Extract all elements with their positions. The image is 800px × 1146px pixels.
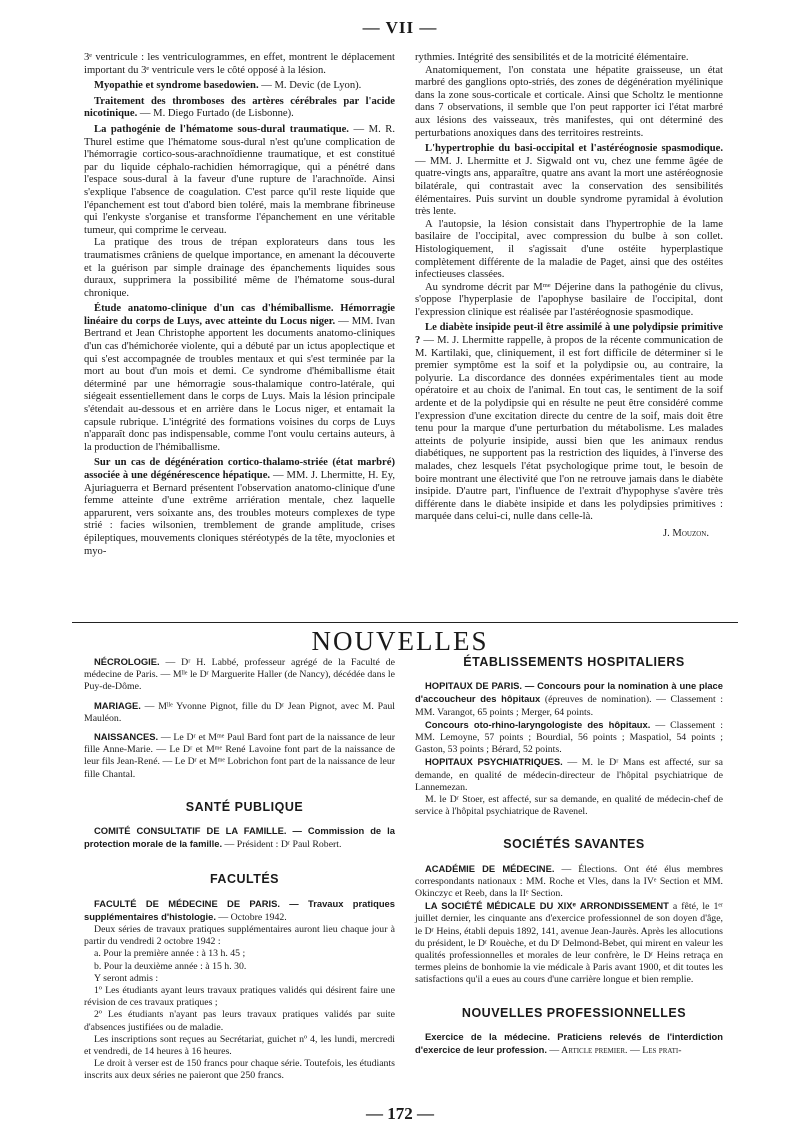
section-title-etablissements: ÉTABLISSEMENTS HOSPITALIERS	[463, 655, 685, 669]
news-text: — Mˡˡᵉ Yvonne Pignot, fille du Dʳ Jean Pignot, avec M. Paul Mauléon.	[84, 700, 395, 724]
news-concours-orl	[415, 719, 723, 757]
top-right-column	[415, 52, 723, 541]
paragraph: Anatomiquement, l'on constata une hépatite graisseuse, un état marbré des ganglions opto-striés, des zones de dégénération myélinique dans la zone sous-corticale et corticale. Ainsi que Scholtz le mentionne dans 7 observations, il semble que l'on peut rapporter ici l'état marbré aux lésions des vaisseaux, très manifestes, qui ont déterminé des perturbations anoxiques dans des territoires restreints.	[415, 64, 723, 139]
news-label: Exercice de la médecine. Praticiens relevés de l'interdiction d'exercice de leur profession.	[415, 1030, 723, 1056]
article-text: — MM. Ivan Bertrand et Jean Christophe apportent les documents anatomo-cliniques d'un cas d'hémichorée violente, qui a débuté par un ictus apoplectique et qui s'est accompagnée de troubles mentaux et qui s'est terminée par la mort au bout d'un mois et demi. Ce syndrome d'hémiballisme était déterminé par une hémorragie sous-thalamique contro-latérale, qui siégeait essentiellement dans le corps de Luys. Mais la lésion principale s'étendait au-dessous et en arrière dans le Locus niger, et entamait la capsule rubrique. L'intégrité des formations voisines du corps de Luys n'apparaît donc pas indispensable, comme l'ont voulu certains auteurs, à la production de l'hémiballisme.	[84, 315, 395, 453]
article-heading: Myopathie et syndrome basedowien.	[94, 80, 259, 92]
news-text: — Octobre 1942.	[215, 911, 287, 923]
article-diabete	[415, 322, 723, 524]
paragraph: A l'autopsie, la lésion consistait dans l'hypertrophie de la lame basilaire de l'occipital, avec compression du bulbe à son collet. Histologiquement, il s'agissait d'une ostéite hyperplastique complètement différente de la maladie de Paget, ainsi que des ostéites infectieuses classées.	[415, 218, 723, 281]
news-exercice-medecine	[415, 1031, 723, 1057]
page-header-roman: — VII —	[362, 18, 438, 37]
news-text: — M. le Dʳ Mans est affecté, sur sa demande, en qualité de médecin-directeur de l'hôpital psychiatrique de Lannemezan.	[415, 757, 723, 793]
news-text: — Article premier. — Les prati-	[546, 1045, 682, 1057]
article-myopathie	[84, 80, 395, 93]
paragraph: 3ᵉ ventricule : les ventriculogrammes, en effet, montrent le déplacement important du 3ᵉ ventricule vers le côté opposé à la lésion.	[84, 52, 395, 76]
paragraph: La pratique des trous de trépan explorateurs dans tous les traumatismes crâniens de quelque importance, en amenant la découverte et la guérison par simple drainage des épanchements liquides sous duraux, supprimera la possibilité même de l'hématome sous-dural chronique.	[84, 237, 395, 299]
news-text: — Élections. Ont été élus membres correspondants nationaux : MM. Roche et Vles, dans la IVᵉ Section et MM. Okinczyc et Reeb, dans la IIᵉ Section.	[415, 863, 723, 900]
news-label: COMITÉ CONSULTATIF DE LA FAMILLE. — Commission de la protection morale de la famille.	[84, 825, 395, 850]
signature: J. Mouzon.	[663, 527, 709, 539]
article-text: — M. J. Lhermitte rappelle, à propos de la récente communication de M. Kartilaki, que, cliniquement, il est fort difficile de déterminer si le premier symptôme est la soif et la polydipsie ou, au contraire, la polyurie. La discordance des données expérimentales tient au mode opératoire et au choix de l'animal. En tout cas, le sentiment de la soif ardente et de la polydipsie qui en résulte ne peut être considéré comme l'expression d'une excitation directe du centre de la soif, mais doit être tenu pour la marque d'une perturbation du métabolisme. Les malades atteints de polyurie insipide, aussi bien que les animaux rendus diabétiques, ne supportent pas la restriction des liquides, à l'inverse des malades, chez lesquels l'état psychologique prime tout, le besoin de boire montrant une électivité que l'on ne retrouve jamais dans le diabète insipide. D'autre part, l'influence de l'extrait d'hypophyse s'avère très différente dans le diabète insipide et dans les polydipsies primitives : marquée dans celui-ci, nulle dans celle-là.	[415, 335, 723, 523]
news-label: FACULTÉ DE MÉDECINE DE PARIS. — Travaux pratiques supplémentaires d'histologie.	[84, 897, 395, 922]
article-text: — MM. J. Lhermitte et J. Sigwald ont vu, chez une femme âgée de quatre-vingts ans, apparaître, quatre ans avant la mort une astéréognosie bilatérale, qui contrastait avec la conservation des sensibilités élémentaires. Puis survint un double syndrome pyramidal à évolution très lente.	[415, 155, 723, 218]
paragraph: Au syndrome décrit par Mᵐᵉ Déjerine dans la pathogénie du clivus, s'oppose l'hyperplasie de l'apophyse basilaire de l'occipital, dont l'expression clinique est réalisée par l'astéréognosie spasmodique.	[415, 281, 723, 318]
section-title-facultes: FACULTÉS	[209, 872, 280, 887]
news-label: MARIAGE.	[94, 699, 141, 711]
news-mariage	[84, 700, 395, 725]
news-comite	[84, 825, 395, 851]
article-hypertrophie	[415, 143, 723, 219]
news-text: a fêté, le 1ᵉʳ juillet dernier, les cinquante ans d'exercice professionnel de son doyen d'âge, le Dʳ Heins, établi depuis 1892, 141, avenue Jean-Jaurès. Après les allocutions du président, le Dʳ Rouèche, et du Dʳ Delmond-Bebet, qui mirent en valeur les qualités professionnelles et morales de leur confrère, le Dʳ Heins retraça en termes pleins de bonhomie la vie médicale à Paris avant 1900, et dit toutes les satisfactions qu'il a eues au cours d'une carrière longue et bien remplie.	[415, 901, 723, 986]
news-text: — Président : Dʳ Paul Robert.	[222, 839, 342, 851]
news-label: HOPITAUX DE PARIS. — Concours pour la nomination à une place d'accoucheur des hôpitaux	[415, 680, 723, 705]
paragraph: Le droit à verser est de 150 francs pour chaque série. Toutefois, les étudiants inscrits aux deux séries ne paieront que 250 francs.	[84, 1058, 395, 1082]
list-item: 1º Les étudiants ayant leurs travaux pratiques validés qui désirent faire une révision de ces travaux pratiques ;	[84, 985, 395, 1009]
list-item: a. Pour la première année : à 13 h. 45 ;	[94, 948, 246, 960]
section-title-sante-publique: SANTÉ PUBLIQUE	[185, 799, 304, 814]
paragraph: rythmies. Intégrité des sensibilités et de la motricité élémentaire.	[415, 52, 689, 63]
news-hopitaux-psy	[415, 756, 723, 794]
article-heading: Sur un cas de dégénération cortico-thalamo-striée (état marbré) associée à une dégénérescence hépatique.	[84, 457, 395, 481]
article-author: — M. Devic (de Lyon).	[258, 80, 362, 92]
section-title-nouvelles: NOUVELLES	[311, 626, 489, 656]
paragraph: Les inscriptions sont reçues au Secrétariat, guichet nº 4, les lundi, mercredi et vendredi, de 14 heures à 16 heures.	[84, 1033, 395, 1058]
list-item: 2º Les étudiants n'ayant pas leurs travaux pratiques validés par suite d'absences justifiées ou de maladie.	[84, 1009, 395, 1033]
section-title-societes-savantes: SOCIÉTÉS SAVANTES	[503, 837, 645, 852]
news-hopitaux-paris	[415, 680, 723, 719]
news-necrologie	[84, 656, 395, 694]
divider-rule	[72, 622, 738, 623]
article-heading: Le diabète insipide peut-il être assimilé à une polydipsie primitive ?	[415, 322, 723, 347]
news-academie	[415, 863, 723, 901]
article-heading: La pathogénie de l'hématome sous-dural traumatique.	[94, 123, 349, 135]
news-label: NÉCROLOGIE.	[94, 656, 160, 667]
news-label: Concours oto-rhino-laryngologiste des hôpitaux.	[425, 718, 651, 730]
bottom-left-column	[84, 656, 395, 1083]
article-heading: Étude anatomo-clinique d'un cas d'hémiballisme. Hémorragie linéaire du corps de Luys, avec atteinte du Locus niger.	[84, 303, 395, 327]
article-hematome	[84, 124, 395, 237]
article-thromboses	[84, 96, 395, 121]
news-faculte	[84, 898, 395, 924]
paragraph: Y seront admis :	[94, 972, 159, 984]
paragraph: Deux séries de travaux pratiques supplémentaires auront lieu chaque jour à partir du vendredi 2 octobre 1942 :	[84, 924, 395, 948]
news-label: NAISSANCES.	[94, 731, 159, 743]
news-text: — Dʳ H. Labbé, professeur agrégé de la Faculté de médecine de Paris. — Mˡˡᵉ le Dʳ Marguerite Haller (de Nancy), décédée dans le Puy-de-Dôme.	[84, 657, 395, 693]
article-text: — M. R. Thurel estime que l'hématome sous-dural n'est qu'une complication de l'hémorragie cortico-sous-arachnoïdienne traumatique, et est constitué par du liquide céphalo-rachidien hémorragique, qui a pénétré dans l'espace sous-dural à la faveur d'une rupture de l'arachnoïde. Ainsi s'explique l'absence de coagulation. C'est parce qu'il reste liquide que l'épanchement est tout d'abord bien toléré, mais la membrane fibrineuse qui l'enkyste s'organise et transforme l'épanchement en une véritable tumeur, qui comprime le cerveau.	[84, 123, 395, 236]
news-societe-medicale	[415, 900, 723, 986]
news-label: HOPITAUX PSYCHIATRIQUES.	[425, 756, 563, 768]
news-label: LA SOCIÉTÉ MÉDICALE DU XIXᵉ ARRONDISSEMENT	[425, 900, 669, 912]
bottom-right-column	[415, 656, 723, 1057]
section-title-nouvelles-professionnelles: NOUVELLES PROFESSIONNELLES	[461, 1005, 687, 1020]
news-text: — Classement : MM. Lemoyne, 57 points ; Bourdial, 56 points ; Maspatiol, 54 points ; Gaston, 53 points ; Bérard, 52 points.	[415, 719, 723, 756]
news-label: ACADÉMIE DE MÉDECINE.	[425, 862, 555, 874]
list-item: b. Pour la deuxième année : à 15 h. 30.	[94, 960, 247, 972]
news-text: — Le Dʳ et Mᵐᵉ Paul Bard font part de la naissance de leur fille Anne-Marie. — Le Dʳ et Mᵐᵉ René Lavoine font part de la naissance de leur fils Jean-René. — Le Dʳ et Mᵐᵉ Lobrichon font part de la naissance de leur fille Chantal.	[84, 732, 395, 780]
page-number: — 172 —	[366, 1104, 434, 1123]
top-left-column	[84, 52, 395, 558]
article-degeneration	[84, 457, 395, 558]
article-hemiballisme	[84, 303, 395, 454]
article-heading: Traitement des thromboses des artères cérébrales par l'acide nicotinique.	[84, 95, 395, 120]
article-author: — M. Diego Furtado (de Lisbonne).	[137, 108, 294, 120]
news-naissances	[84, 731, 395, 781]
news-text: (épreuves de nomination). — Classement : MM. Varangot, 65 points ; Merger, 64 points.	[415, 694, 723, 718]
article-text: — MM. J. Lhermitte, H. Ey, Ajuriaguerra et Bernard présentent l'observation anatomo-clinique d'une femme atteinte d'une extrême arriération mentale, chez laquelle apparurent, vers soixante ans, des troubles moteurs complexes de type strié : facies wilsonien, tremblement de grande amplitude, crises épileptiques, mouvements cloniques stéréotypés de la tête, myoclonies et myo-	[84, 470, 395, 557]
paragraph: M. le Dʳ Stoer, est affecté, sur sa demande, en qualité de médecin-chef de service à l'hôpital psychiatrique de Ravenel.	[415, 794, 723, 818]
article-heading: L'hypertrophie du basi-occipital et l'astéréognosie spasmodique.	[425, 143, 723, 155]
